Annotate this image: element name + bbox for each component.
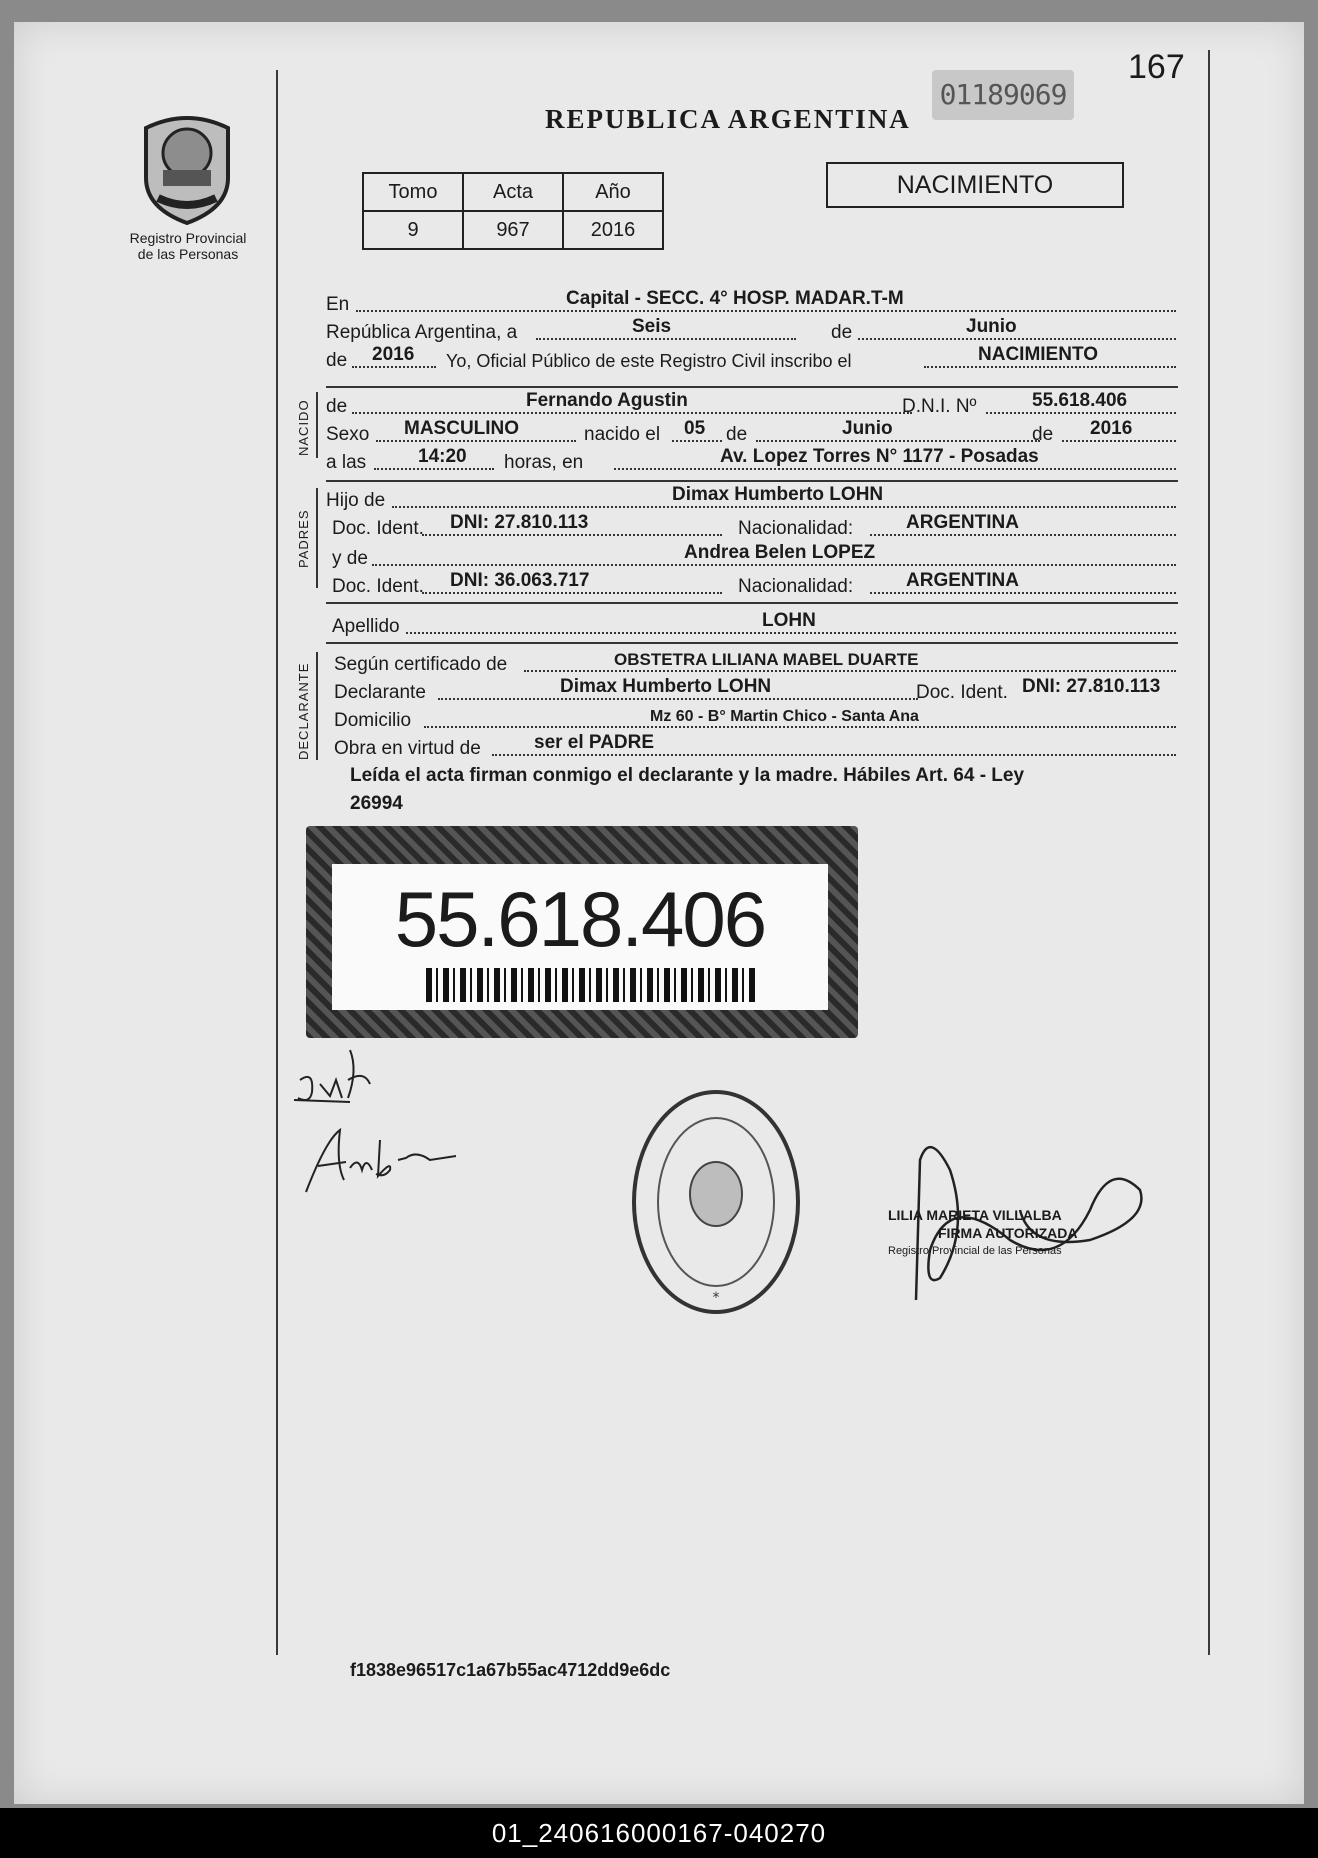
row-padre-doc — [326, 514, 1176, 540]
dotted-line — [1062, 440, 1176, 442]
label-nacionalidad: Nacionalidad: — [738, 576, 854, 597]
row-madre-doc — [326, 572, 1176, 598]
barcode-number: 55.618.406 — [394, 875, 766, 963]
label-nacido-el: nacido el — [584, 424, 661, 445]
value-domicilio: Mz 60 - B° Martin Chico - Santa Ana — [650, 708, 919, 725]
value-acta: 967 — [463, 211, 563, 249]
dotted-line — [672, 440, 722, 442]
label-y-de: y de — [332, 548, 368, 569]
label-de-year: de — [326, 350, 348, 371]
value-padre: Dimax Humberto LOHN — [672, 484, 884, 505]
dotted-line — [870, 534, 1176, 536]
label-dni-no: D.N.I. Nº — [902, 396, 977, 417]
value-lugar: Capital - SECC. 4° HOSP. MADAR.T-M — [566, 288, 904, 309]
closing-text — [350, 762, 1170, 818]
section-label-padres: PADRES — [296, 509, 311, 568]
dotted-line — [406, 632, 1176, 634]
value-declarante-doc: DNI: 27.810.113 — [1022, 676, 1161, 697]
document-title: REPUBLICA ARGENTINA — [545, 104, 911, 134]
province-shield-logo — [136, 108, 238, 226]
dotted-line — [374, 468, 494, 470]
left-margin-line — [276, 70, 278, 1655]
identity-barcode-card — [306, 826, 858, 1038]
label-sexo: Sexo — [326, 424, 370, 445]
section-bar-padres — [316, 488, 318, 588]
label-de3: de — [1032, 424, 1054, 445]
value-anio: 2016 — [372, 344, 415, 365]
label-nacionalidad: Nacionalidad: — [738, 518, 854, 539]
value-padre-nac: ARGENTINA — [906, 512, 1019, 533]
row-madre — [326, 544, 1176, 570]
row-certificado — [326, 650, 1176, 676]
record-table — [362, 172, 664, 250]
dotted-line — [424, 726, 1176, 728]
label-hijo-de: Hijo de — [326, 490, 386, 511]
row-sexo — [326, 420, 1176, 446]
section-bar-declarante — [316, 652, 318, 760]
stamp-line2: FIRMA AUTORIZADA — [938, 1225, 1078, 1241]
value-nombre: Fernando Agustin — [526, 390, 688, 411]
label-inscribo: Yo, Oficial Público de este Registro Civil inscribo el — [446, 351, 852, 371]
dotted-line — [422, 592, 722, 594]
dotted-line — [986, 412, 1176, 414]
row-inscribo — [326, 346, 1176, 372]
dotted-line — [870, 592, 1176, 594]
row-nombre — [326, 392, 1176, 418]
right-margin-line — [1208, 50, 1210, 1655]
dotted-line — [614, 468, 1176, 470]
header-acta: Acta — [463, 173, 563, 211]
section-divider — [326, 602, 1178, 604]
dotted-line — [356, 310, 1176, 312]
dotted-line — [924, 366, 1176, 368]
barcode-icon — [426, 968, 756, 1002]
row-obra — [326, 734, 1176, 760]
row-domicilio — [326, 706, 1176, 732]
serial-number: 01189069 — [932, 70, 1074, 120]
row-republica — [326, 318, 1176, 344]
section-divider — [326, 386, 1178, 388]
value-dni: 55.618.406 — [1032, 390, 1128, 411]
value-anio: 2016 — [563, 211, 663, 249]
dotted-line — [372, 564, 1176, 566]
logo-caption — [118, 230, 258, 262]
value-anio-nac: 2016 — [1090, 418, 1133, 439]
row-hora — [326, 448, 1176, 474]
svg-text:*: * — [712, 1290, 720, 1306]
row-padre — [326, 486, 1176, 512]
label-domicilio: Domicilio — [334, 710, 412, 731]
dotted-line — [352, 412, 912, 414]
dotted-line — [858, 338, 1176, 340]
section-label-declarante: DECLARANTE — [296, 662, 311, 760]
label-de-name: de — [326, 396, 348, 417]
dotted-line — [438, 698, 918, 700]
label-doc-ident: Doc. Ident. — [332, 576, 424, 597]
label-en: En — [326, 294, 350, 315]
closing-line2: 26994 — [350, 793, 403, 814]
label-de2: de — [726, 424, 748, 445]
record-table-header — [363, 173, 663, 211]
value-madre: Andrea Belen LOPEZ — [684, 542, 876, 563]
label-apellido: Apellido — [332, 616, 400, 637]
value-mes-nac: Junio — [842, 418, 893, 439]
dotted-line — [756, 440, 1040, 442]
dotted-line — [536, 338, 796, 340]
section-bar-nacido — [316, 392, 318, 458]
value-tomo: 9 — [363, 211, 463, 249]
value-dia-letra: Seis — [632, 316, 672, 337]
header-anio: Año — [563, 173, 663, 211]
section-label-nacido: NACIDO — [296, 399, 311, 456]
value-mes: Junio — [966, 316, 1017, 337]
stamp-line1: LILIA MARIETA VILLALBA — [888, 1207, 1062, 1223]
official-stamp — [888, 1206, 1077, 1260]
value-madre-nac: ARGENTINA — [906, 570, 1019, 591]
section-divider — [326, 642, 1178, 644]
value-madre-doc: DNI: 36.063.717 — [450, 570, 590, 591]
registry-seal — [630, 1088, 802, 1316]
dotted-line — [352, 366, 436, 368]
declarant-signature — [290, 1040, 410, 1110]
record-type-box: NACIMIENTO — [826, 162, 1124, 208]
stamp-line3: Registro Provincial de las Personas — [888, 1245, 1062, 1257]
dotted-line — [492, 754, 1176, 756]
row-declarante — [326, 678, 1176, 704]
value-declarante: Dimax Humberto LOHN — [560, 676, 772, 697]
value-certificado: OBSTETRA LILIANA MABEL DUARTE — [614, 650, 919, 669]
value-lugar-nac: Av. Lopez Torres N° 1177 - Posadas — [720, 446, 1039, 467]
row-apellido — [326, 612, 1176, 638]
logo-caption-line1: Registro Provincial — [129, 230, 247, 246]
document-hash: f1838e96517c1a67b55ac4712dd9e6dc — [350, 1660, 671, 1680]
logo-caption-line2: de las Personas — [137, 246, 239, 262]
label-doc-ident: Doc. Ident. — [916, 682, 1008, 703]
value-apellido: LOHN — [762, 610, 816, 631]
header-tomo: Tomo — [363, 173, 463, 211]
value-obra: ser el PADRE — [534, 732, 655, 753]
label-doc-ident: Doc. Ident. — [332, 518, 424, 539]
dotted-line — [392, 506, 1176, 508]
label-horas-en: horas, en — [504, 452, 584, 473]
value-sexo: MASCULINO — [404, 418, 520, 439]
dotted-line — [422, 534, 722, 536]
record-table-values — [363, 211, 663, 249]
section-divider — [326, 480, 1178, 482]
value-dia-nac: 05 — [684, 418, 706, 439]
dotted-line — [376, 440, 576, 442]
dotted-line — [524, 670, 1176, 672]
closing-line1: Leída el acta firman conmigo el declarante y la madre. Hábiles Art. 64 - Ley — [350, 765, 1025, 786]
label-de: de — [831, 322, 853, 343]
value-padre-doc: DNI: 27.810.113 — [450, 512, 589, 533]
barcode-panel — [332, 864, 828, 1010]
label-republica: República Argentina, a — [326, 322, 518, 343]
page-number: 167 — [1128, 48, 1185, 86]
scan-footer-label: 01_240616000167-040270 — [0, 1808, 1318, 1858]
label-a-las: a las — [326, 452, 367, 473]
label-obra: Obra en virtud de — [334, 738, 481, 759]
mother-signature — [300, 1120, 460, 1200]
value-hora: 14:20 — [418, 446, 467, 467]
row-en — [326, 290, 1176, 316]
label-declarante: Declarante — [334, 682, 426, 703]
label-segun: Según certificado de — [334, 654, 508, 675]
value-acto: NACIMIENTO — [978, 344, 1098, 365]
